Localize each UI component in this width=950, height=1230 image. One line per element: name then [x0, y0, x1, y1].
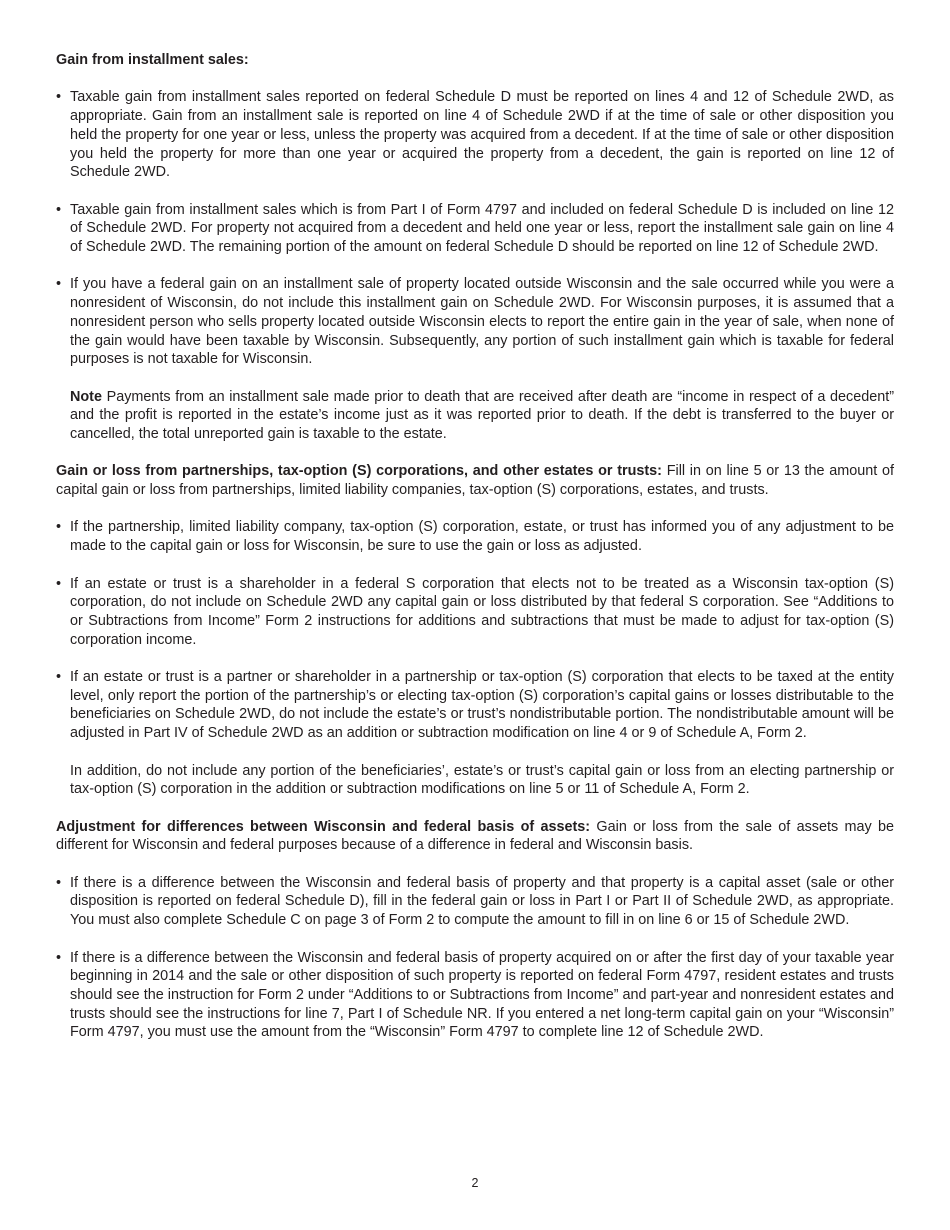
partnerships-bullet-2: • If an estate or trust is a shareholder in a federal S corporation that elects not to be treated as a Wisconsin tax-option (S) corporation, do not include on Schedule 2WD any capital gain or loss distributed by that federal S corporation. See “Additions to or Subtractions from Income” Form 2 instructions for additions and subtractions that must be made to adjust for tax-option (S) corporation income. — [56, 575, 894, 648]
installment-bullet-3: • If you have a federal gain on an installment sale of property located outside Wisconsin and the sale occurred while you were a nonresident of Wisconsin, do not include this installment gain on Schedule 2WD. For Wisconsin purposes, it is assumed that a nonresident person who sells property located outside Wisconsin elects to report the entire gain in the year of sale, when none of the gain would have been taxable by Wisconsin. Subsequently, any portion of such installment gain which is taxable for federal purposes is not taxable for Wisconsin. — [56, 276, 894, 368]
adjustment-bullet-2: • If there is a difference between the Wisconsin and federal basis of property acquired on or after the first day of your taxable year beginning in 2014 and the sale or other disposition of such property is reported on federal Form 4797, resident estates and trusts should see the instruction for Form 2 under “Additions to or Subtractions from Income” and part-year and nonresident estates and trusts should see the instructions for line 7, Part I of Schedule NR. If you entered a net long-term capital gain on your “Wisconsin” Form 4797, you must use the amount from the “Wisconsin” Form 4797 to complete line 12 of Schedule 2WD. — [56, 949, 894, 1041]
partnerships-bullet-3: • If an estate or trust is a partner or shareholder in a partnership or tax-option (S) corporation that elects to be taxed at the entity level, only report the portion of the partnership’s or electing tax-option (S) corporation’s capital gains or losses distributable to the beneficiaries on Schedule 2WD, do not include the estate’s or trust’s nondistributable portion. The nondistributable amount will be adjusted in Part IV of Schedule 2WD as an addition or subtraction modification on line 4 or 9 of Schedule A, Form 2. — [56, 669, 894, 742]
adjustment-bullet-1: • If there is a difference between the Wisconsin and federal basis of property and that property is a capital asset (sale or other disposition is reported on federal Schedule D), fill in the federal gain or loss in Part I or Part II of Schedule 2WD, as appropriate. You must also complete Schedule C on page 3 of Form 2 to compute the amount to fill in on line 6 or 15 of Schedule 2WD. — [56, 874, 894, 929]
installment-bullet-2: • Taxable gain from installment sales which is from Part I of Form 4797 and included on federal Schedule D is included on line 12 of Schedule 2WD. For property not acquired from a decedent and held one year or less, report the installment sale gain on line 4 of Schedule 2WD. The remaining portion of the amount on federal Schedule D should be reported on line 12 of Schedule 2WD. — [56, 201, 894, 255]
bullet-marker: • — [56, 519, 62, 536]
bullet-marker: • — [56, 276, 62, 293]
page-number: 2 — [471, 1176, 479, 1190]
partnerships-heading: Gain or loss from partnerships, tax-option (S) corporations, and other estates or trusts: — [56, 463, 662, 480]
installment-note — [56, 388, 894, 444]
bullet-marker: • — [56, 201, 62, 218]
adjustment-heading: Adjustment for differences between Wisconsin and federal basis of assets: — [56, 818, 591, 835]
note-label: Note — [70, 388, 102, 405]
partnerships-addition-paragraph: In addition, do not include any portion of the beneficiaries’, estate’s or trust’s capital gain or loss from an electing partnership or tax-option (S) corporation in the addition or subtraction modifications on line 5 or 11 of Schedule A, Form 2. — [70, 762, 894, 798]
adjustment-paragraph — [56, 818, 894, 855]
bullet-marker: • — [56, 575, 62, 592]
bullet-marker: • — [56, 89, 62, 106]
partnerships-intro: Fill in on line 5 or 13 the amount of capital gain or loss from partnerships, limited liability companies, tax-option (S) corporations, estates, and trusts. — [56, 463, 894, 499]
installment-bullet-1: • Taxable gain from installment sales reported on federal Schedule D must be reported on lines 4 and 12 of Schedule 2WD, as appropriate. Gain from an installment sale is reported on line 4 of Schedule 2WD if at the time of sale or other disposition you held the property for one year or less, unless the property was acquired from a decedent. If at the time of sale or other disposition you held the property for more than one year or acquired the property from a decedent, the gain is reported on line 12 of Schedule 2WD. — [56, 89, 894, 181]
document-body — [56, 51, 894, 1061]
adjustment-intro: Gain or loss from the sale of assets may be different for Wisconsin and federal purposes because of a difference in federal and Wisconsin basis. — [56, 818, 894, 854]
bullet-marker: • — [56, 949, 62, 966]
note-text: Payments from an installment sale made prior to death that are received after death are “income in respect of a decedent” and the profit is reported in the estate’s income just as it was reported prior to death. If the debt is transferred to the buyer or cancelled, the total unreported gain is taxable to the estate. — [70, 388, 894, 442]
installment-section-heading: Gain from installment sales: — [56, 52, 249, 68]
partnerships-bullet-1: • If the partnership, limited liability company, tax-option (S) corporation, estate, or trust has informed you of any adjustment to be made to the capital gain or loss for Wisconsin, be sure to use the gain or loss as adjusted. — [56, 519, 894, 555]
bullet-marker: • — [56, 874, 62, 891]
bullet-marker: • — [56, 669, 62, 686]
partnerships-paragraph — [56, 462, 894, 499]
